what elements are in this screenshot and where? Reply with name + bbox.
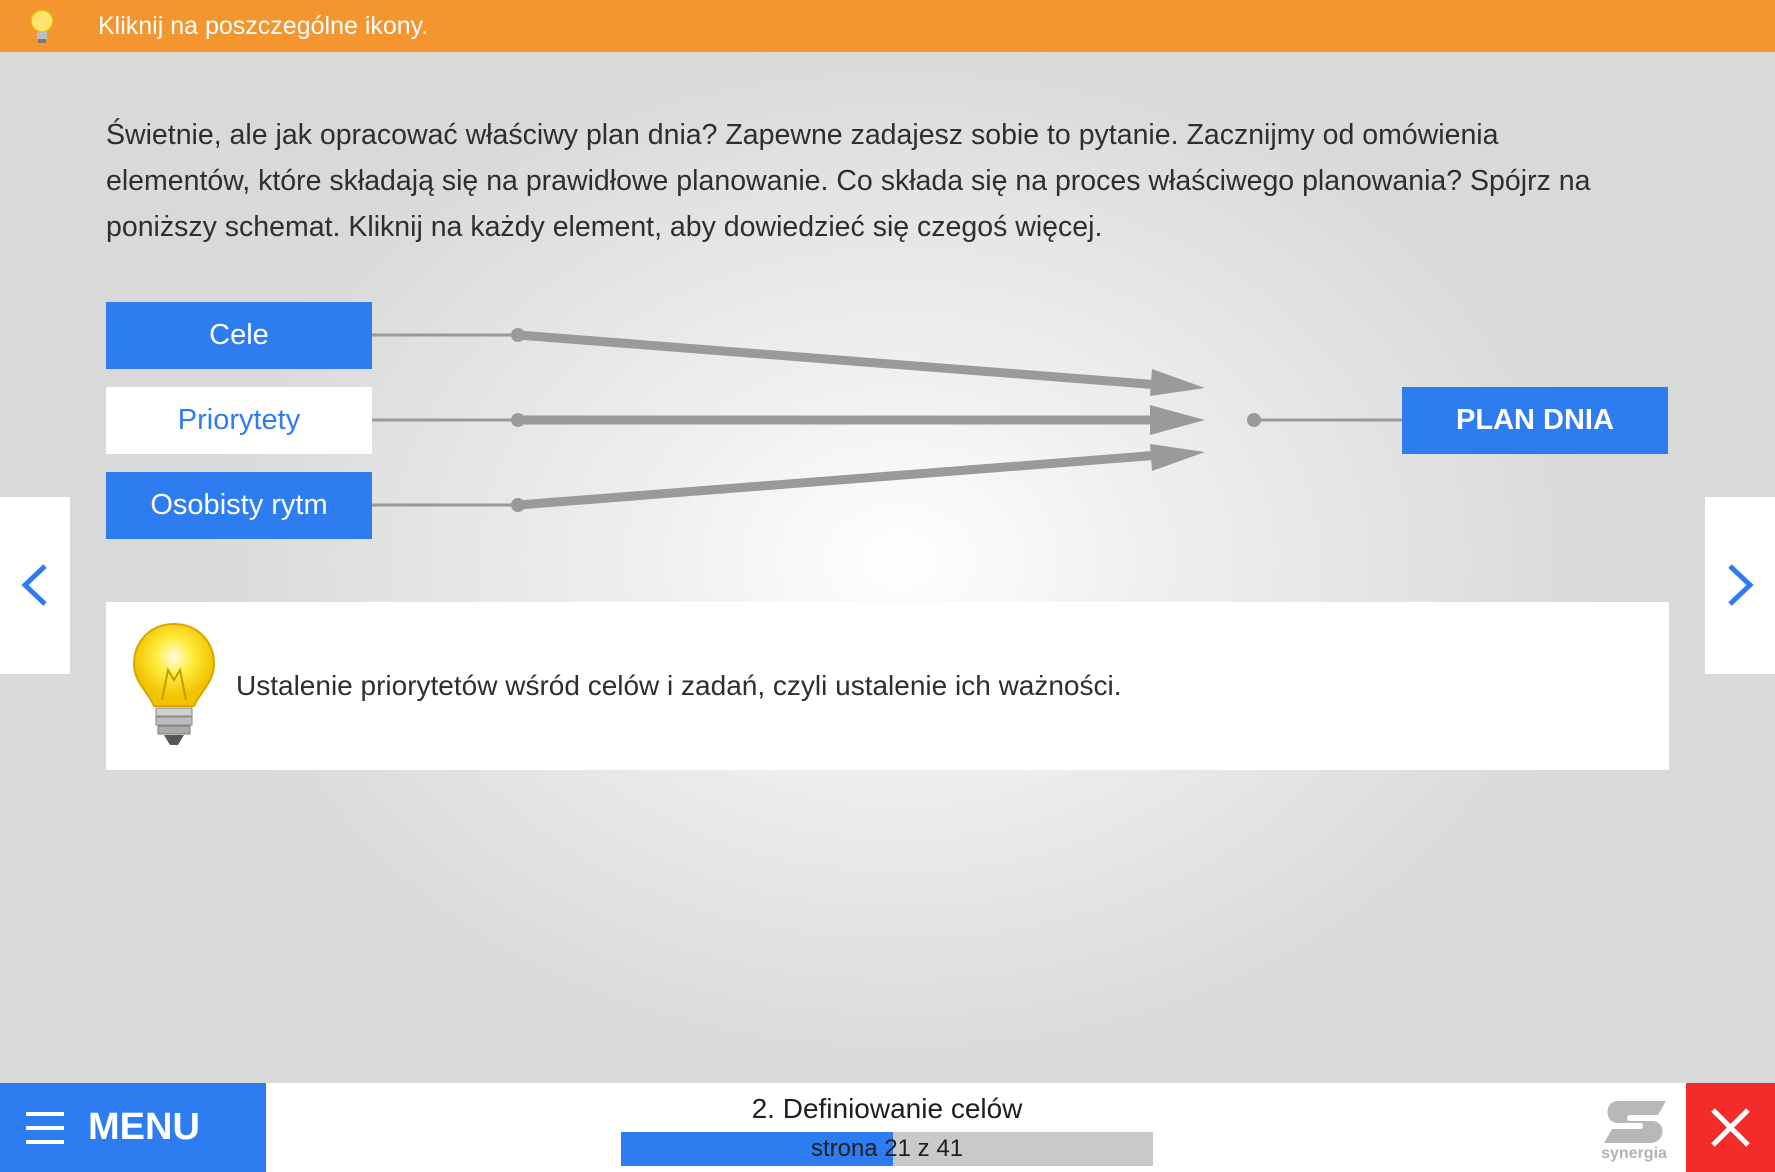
progress-text: strona 21 z 41 <box>810 1135 964 1162</box>
hint-bar <box>0 0 1775 52</box>
intro-text: Świetnie, ale jak opracować właściwy plan dnia? Zapewne zadajesz sobie to pytanie. Zacznijmy od omówienia elementów, które składają się na prawidłowe planowanie. Co składa się na proces właściwego planowania? Spójrz na poniższy schemat. Kliknij na każdy element, aby dowiedzieć się czegoś więcej. <box>106 119 1591 243</box>
hamburger-icon <box>26 1109 64 1147</box>
arrow-head-prio <box>1150 405 1205 435</box>
connector-dot-target <box>1247 413 1261 427</box>
chevron-left-icon <box>17 560 53 610</box>
prev-page-button[interactable] <box>0 497 70 674</box>
menu-button[interactable] <box>0 1083 266 1172</box>
info-panel <box>106 602 1669 770</box>
arrow-head-cele <box>1150 369 1205 396</box>
footer-bar <box>0 1083 1775 1172</box>
connector-dot-prio <box>511 413 525 427</box>
diagram-item-priorytety[interactable]: Priorytety <box>106 387 372 454</box>
arrow-head-rytm <box>1150 444 1205 471</box>
next-page-button[interactable] <box>1705 497 1775 674</box>
page-progress <box>621 1132 1153 1166</box>
close-icon <box>1710 1107 1751 1148</box>
arrow-shaft-cele <box>518 335 1160 385</box>
hint-text: Kliknij na poszczególne ikony. <box>98 12 429 40</box>
info-text: Ustalenie priorytetów wśród celów i zadań, czyli ustalenie ich ważności. <box>236 670 1122 701</box>
connector-dot-cele <box>511 328 525 342</box>
close-button[interactable] <box>1686 1083 1775 1172</box>
diagram-item-osobisty-rytm[interactable]: Osobisty rytm <box>106 472 372 539</box>
connector-dot-rytm <box>511 498 525 512</box>
diagram-target-plan-dnia: PLAN DNIA <box>1402 387 1668 454</box>
lightbulb-icon <box>24 6 60 46</box>
brand-name: synergia <box>1601 1145 1667 1162</box>
chapter-title: 2. Definiowanie celów <box>751 1093 1023 1124</box>
lightbulb-icon <box>124 620 224 750</box>
menu-label: MENU <box>88 1106 200 1148</box>
chevron-right-icon <box>1722 560 1758 610</box>
diagram-item-cele[interactable]: Cele <box>106 302 372 369</box>
arrow-shaft-rytm <box>518 455 1160 505</box>
